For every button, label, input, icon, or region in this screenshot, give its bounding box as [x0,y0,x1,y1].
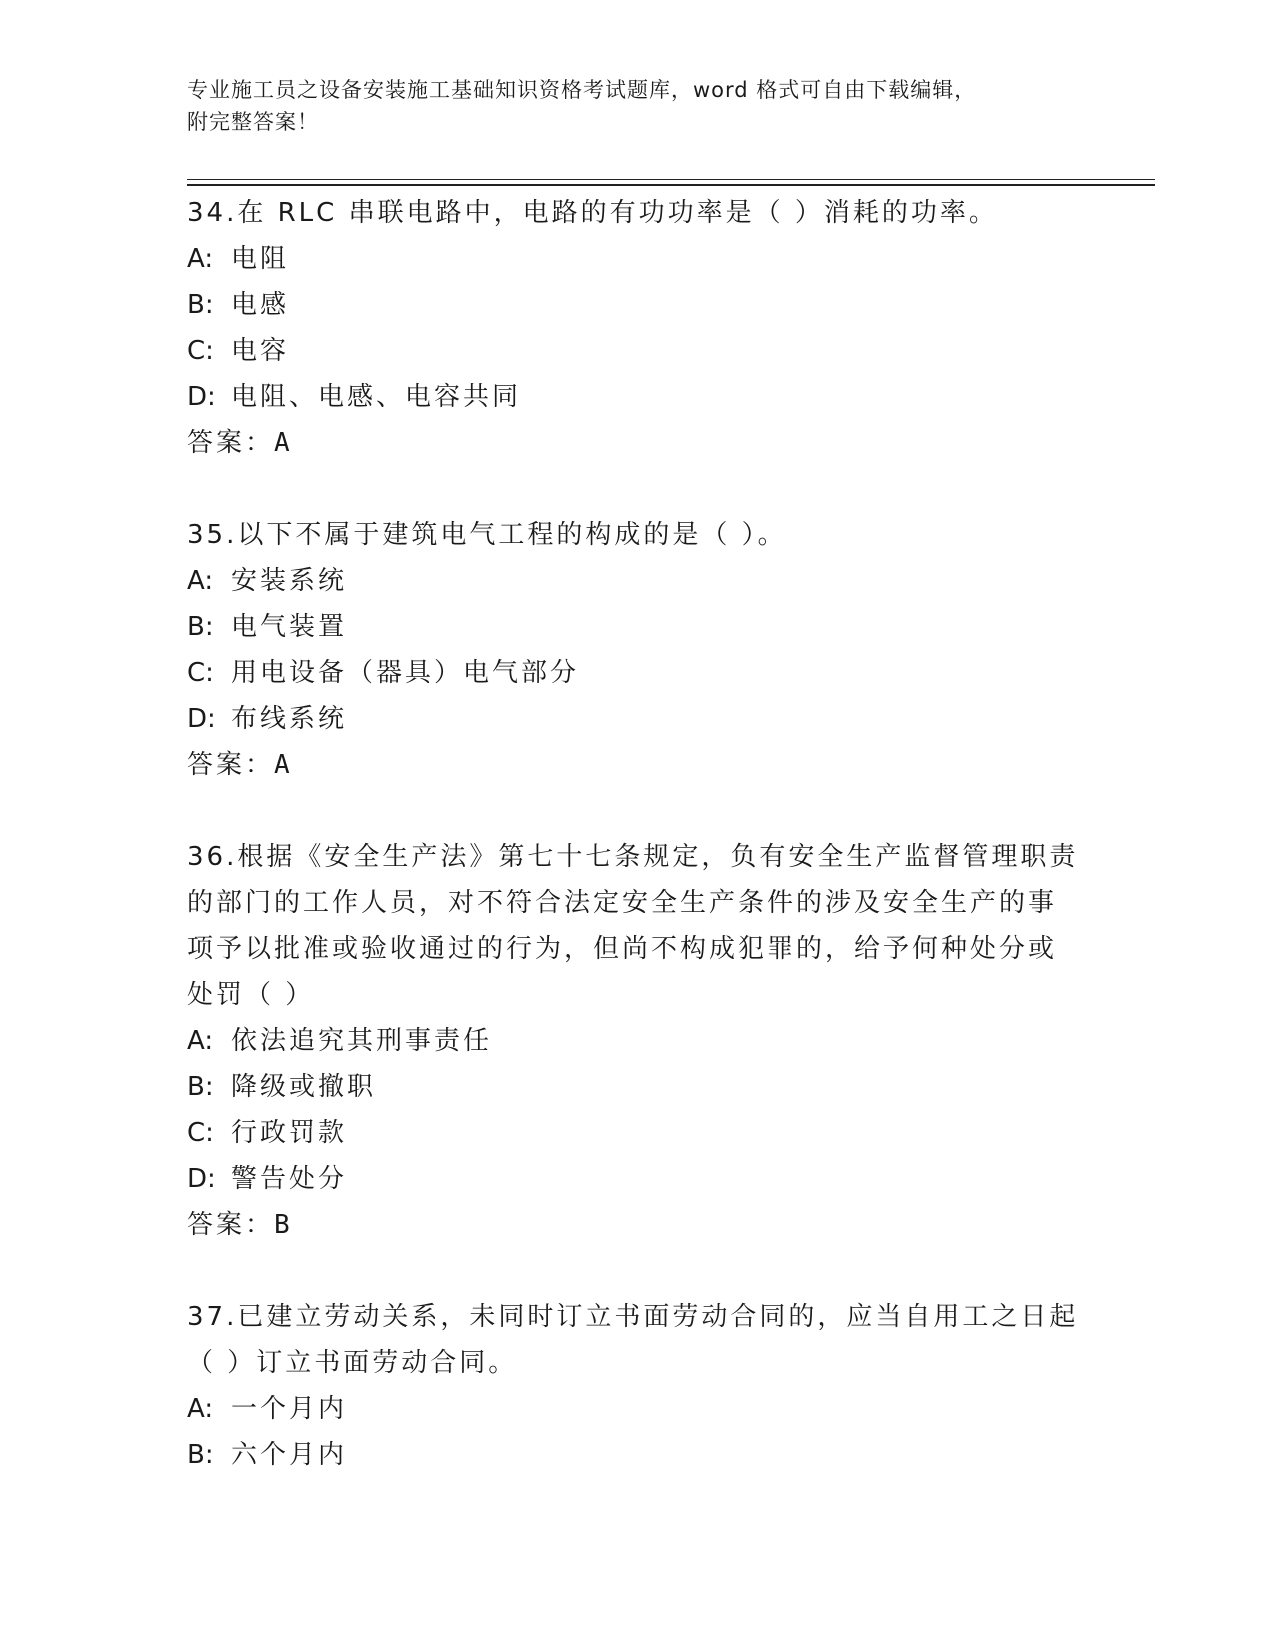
question-spacer [187,466,1087,512]
option-letter: C: [187,658,214,688]
question-stem-line: 处罚（ ） [187,980,315,1010]
option-row [187,1386,1087,1432]
question-spacer [187,788,1087,834]
option-letter: B: [187,1440,214,1470]
option-row [187,696,1087,742]
option-row [187,1064,1087,1110]
question-stem-line: 37.已建立劳动关系，未同时订立书面劳动合同的，应当自用工之日起 [187,1302,1079,1332]
option-letter: A: [187,244,214,274]
question-stem-line: 36.根据《安全生产法》第七十七条规定，负有安全生产监督管理职责 [187,842,1079,872]
option-letter: B: [187,612,214,642]
question-list [187,190,1087,1478]
option-text: 行政罚款 [231,1118,348,1148]
option-letter: A: [187,1394,214,1424]
option-text: 布线系统 [231,704,348,734]
answer-value: A [274,428,290,458]
option-text: 电感 [231,290,290,320]
answer-line [187,742,1087,788]
option-text: 安装系统 [231,566,348,596]
option-text: 降级或撤职 [231,1072,377,1102]
option-text: 电阻、电感、电容共同 [231,382,522,412]
header-line-1: 专业施工员之设备安装施工基础知识资格考试题库，word 格式可自由下载编辑， [187,78,977,102]
question-block [187,834,1087,1294]
option-row [187,604,1087,650]
option-text: 依法追究其刑事责任 [231,1026,493,1056]
option-row [187,236,1087,282]
answer-line [187,420,1087,466]
option-row [187,650,1087,696]
option-row [187,1018,1087,1064]
question-block [187,512,1087,834]
option-row [187,282,1087,328]
question-stem-line: 34.在 RLC 串联电路中，电路的有功功率是（ ）消耗的功率。 [187,198,998,228]
option-text: 电容 [231,336,290,366]
option-text: 一个月内 [231,1394,348,1424]
option-letter: B: [187,1072,214,1102]
option-letter: D: [187,382,216,412]
header-line-2: 附完整答案！ [187,110,319,134]
option-row [187,558,1087,604]
answer-line [187,1202,1087,1248]
answer-label: 答案： [187,428,275,458]
answer-value: B [274,1210,290,1240]
option-text: 电气装置 [231,612,348,642]
question-stem-line: 的部门的工作人员，对不符合法定安全生产条件的涉及安全生产的事 [187,888,1058,918]
header-divider-thick [187,184,1155,186]
option-letter: B: [187,290,214,320]
question-stem-line: （ ）订立书面劳动合同。 [187,1348,518,1378]
option-letter: D: [187,1164,216,1194]
option-text: 警告处分 [231,1164,348,1194]
answer-label: 答案： [187,1210,275,1240]
question-stem-line: 项予以批准或验收通过的行为，但尚不构成犯罪的，给予何种处分或 [187,934,1058,964]
option-letter: C: [187,1118,214,1148]
question-block [187,190,1087,512]
option-row [187,1110,1087,1156]
answer-value: A [274,750,290,780]
option-row [187,374,1087,420]
option-row [187,328,1087,374]
option-text: 用电设备（器具）电气部分 [231,658,580,688]
question-spacer [187,1248,1087,1294]
option-letter: D: [187,704,216,734]
header-divider-thin [187,179,1155,180]
option-row [187,1156,1087,1202]
document-header [187,74,1067,138]
option-letter: A: [187,1026,214,1056]
option-row [187,1432,1087,1478]
question-block [187,1294,1087,1478]
option-text: 电阻 [231,244,290,274]
option-letter: C: [187,336,214,366]
option-text: 六个月内 [231,1440,348,1470]
option-letter: A: [187,566,214,596]
question-stem-line: 35.以下不属于建筑电气工程的构成的是（ ）。 [187,520,787,550]
answer-label: 答案： [187,750,275,780]
